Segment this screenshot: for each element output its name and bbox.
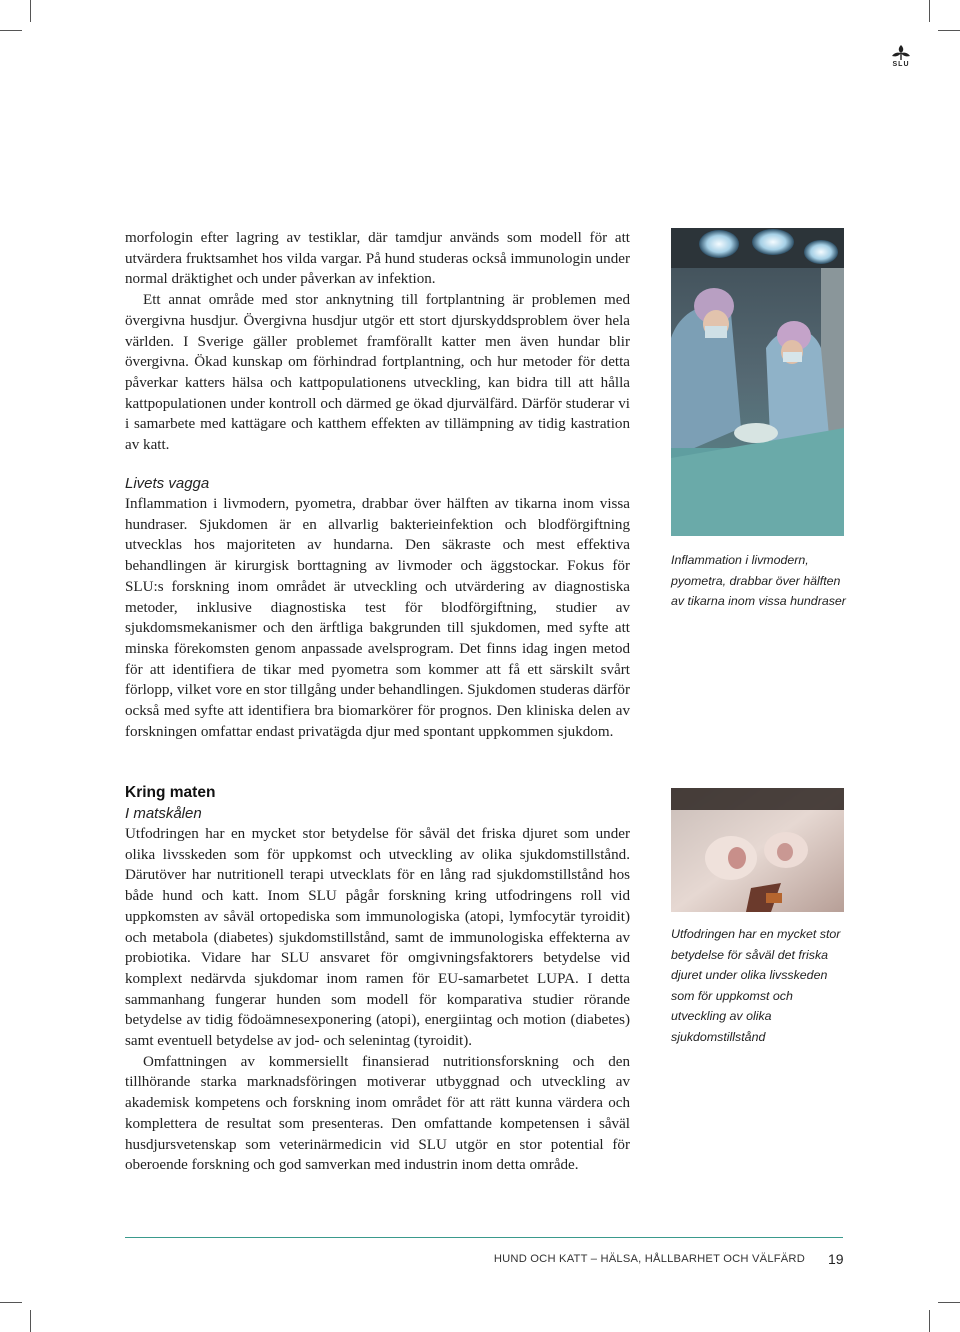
section-subheading: I matskålen <box>125 805 202 822</box>
paragraph: Ett annat område med stor anknytning till fortplantning är problemen med övergivna husdjur. Övergivna husdjur utgör ett stort djurskyddsproblem över hela världen. I Sverige gäller problemet framförallt katter men även hundar blir övergivna. Ökad kunskap om förhindrad fortplantning, och hur metoder för detta påverkar katters hälsa och kattpopulationens utveckling, kan bidra till att hålla kattpopulationen under kontroll och därmed ge ökad djurvälfärd. Därför studerar vi i samarbete med kattägare och katthem effekten av tillämpning av tidig kastration av katt. <box>125 292 630 454</box>
paragraph: Inflammation i livmodern, pyometra, drabbar över hälften av tikarna inom vissa hundraser. Sjukdomen är en allvarlig bakterieinfektion och blodförgiftning utvecklas hos majoriteten av hundarna. Den säkraste och mest effektiva behandlingen är kirurgisk borttagning av livmoder och äggstockar. Fokus för SLU:s forskning inom området är utveckling och utvärdering av diagnostiska metoder, inklusive diagnostiska test för blodförgiftning, studier av sjukdomsmekanismer och den ärftliga bakgrunden till sjukdomen, med syfte att minska förekomsten genom anpassade avelsprogram. Det finns idag ingen metod för att identifiera de tikar med pyometra som kommer att få ett särskilt svårt förlopp, vilket vore en stor tillgång under behandlingen. Sjukdomen studeras därför också med syfte att identifiera bra biomarkörer för prognos. Den kliniska delen av forskningen omfattar endast privatägda djur med spontant uppkommen sjukdom. <box>125 496 630 740</box>
section-heading: Kring maten <box>125 784 216 801</box>
crop-mark-top-left-h <box>0 30 22 31</box>
crop-mark-top-right <box>929 0 930 22</box>
crop-mark-bottom-right <box>929 1310 930 1332</box>
intro-text-block <box>125 228 630 456</box>
dog-photo <box>671 788 844 912</box>
page-number: 19 <box>828 1251 844 1267</box>
crop-mark-bottom-left-h <box>0 1302 22 1303</box>
paragraph: Omfattningen av kommersiellt finansierad nutritionsforskning och den tillhörande starka marknadsföringen motiverar utbyggnad och utveckling av akademisk kompetens och forskning inom området för att rätt kunna värdera och komplettera de resultat som presenteras. Den omfattande kompetensen i såväl husdjursvetenskap som veterinärmedicin vid SLU utgör en stor potential för oberoende forskning och god samverkan med industrin inom detta område. <box>125 1053 630 1174</box>
section-kring-maten <box>125 782 630 1176</box>
footer-rule <box>125 1237 843 1238</box>
dog-photo-caption: Utfodringen har en mycket stor betydelse för såväl det friska djuret under olika livsskeden som för uppkomst och utveckling av olika sjukdomstillstånd <box>671 927 841 1044</box>
paragraph: Utfodringen har en mycket stor betydelse för såväl det friska djuret som under olika livsskeden som för uppkomst och utveckling av olika sjukdomstillstånd. Därutöver har nutritionell terapi utvecklats för en lång rad sjukdomstillstånd hos både hund och katt. Inom SLU pågår forskning kring utfodringens roll vid uppkomsten av såväl ortopediska som immunologiska (atopi, lymfocytär tyroidit) och metabola (diabetes) sjukdomstillstånd, samt de immunologiska effekterna av probiotika. Vidare har SLU ansvaret för omgivningsfaktorers betydelse vid komplext nedärvda sjukdomar inom ramen för EU-samarbetet LUPA. I detta sammanhang fungerar hunden som modell för komparativa studier rörande betydelse av tidig födoämnesexponering (atopi), energiintag och motion (diabetes) samt eventuell betydelse av jod- och selenintag (tyroidit). <box>125 826 630 1050</box>
logo-wordmark: SLU <box>892 61 910 68</box>
surgery-photo-caption: Inflammation i livmodern, pyometra, drabbar över hälften av tikarna inom vissa hundraser <box>671 553 846 608</box>
crop-mark-top-left <box>30 0 31 22</box>
surgery-photo <box>671 228 844 536</box>
footer-title: HUND OCH KATT – HÄLSA, HÅLLBARHET OCH VÄLFÄRD <box>493 1253 805 1265</box>
slu-logo <box>886 44 916 74</box>
leaf-icon <box>886 44 916 62</box>
section-subheading: Livets vagga <box>125 475 210 492</box>
section-livets-vagga <box>125 473 630 742</box>
crop-mark-bottom-left <box>30 1310 31 1332</box>
crop-mark-top-right-h <box>938 30 960 31</box>
paragraph: morfologin efter lagring av testiklar, där tamdjur används som modell för att utvärdera fruktsamhet hos vilda vargar. På hund studeras också immunologin under normal dräktighet och under påverkan av infektion. <box>125 230 630 288</box>
crop-mark-bottom-right-h <box>938 1302 960 1303</box>
